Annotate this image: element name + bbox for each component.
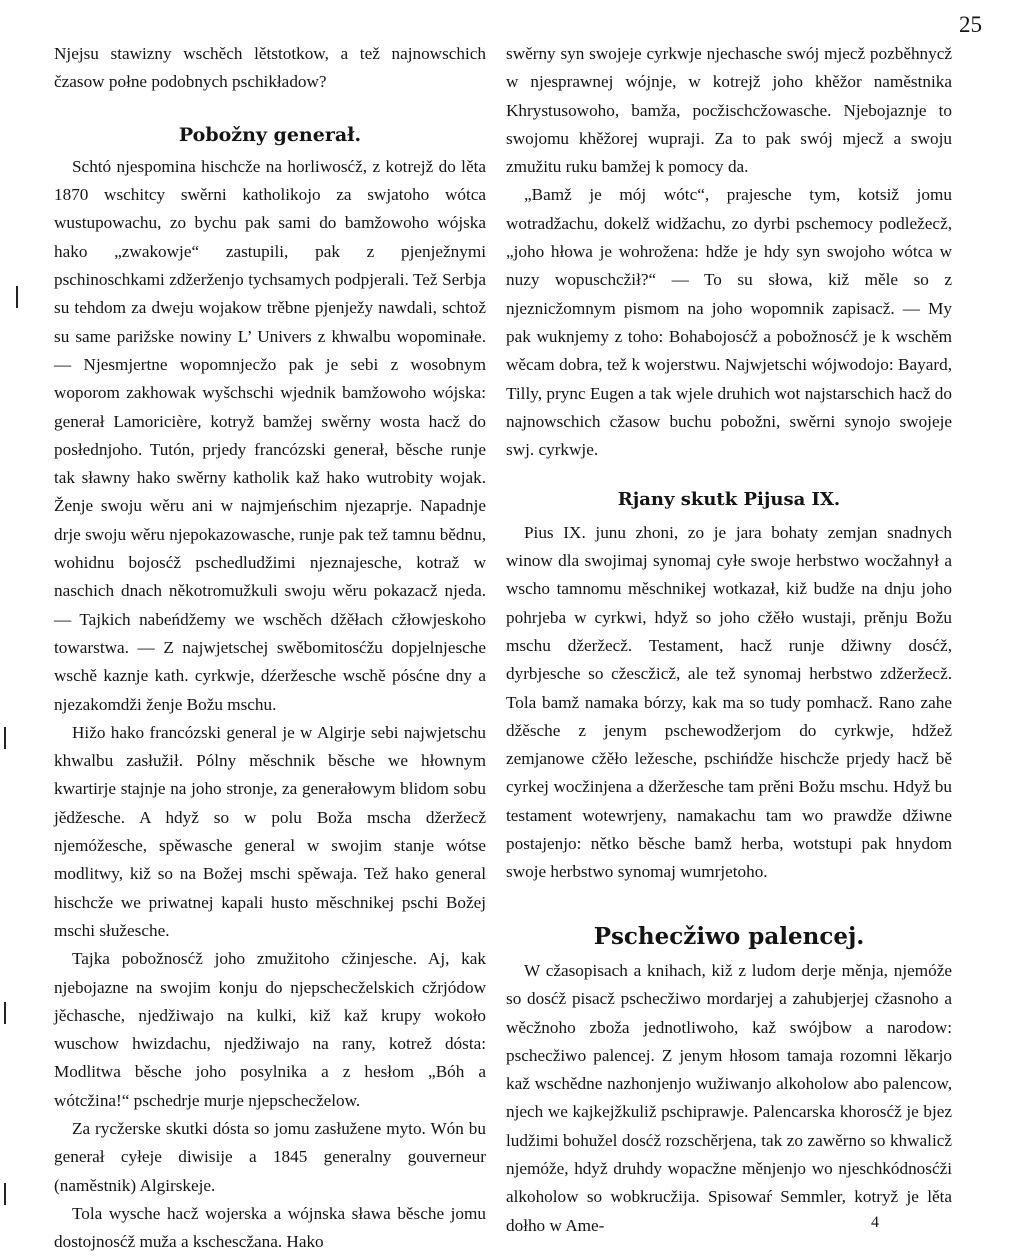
article-paragraph: W cžasopisach a knihach, kiž z ludom derje měnja, njemóže so dosćž pisacž pschecžiwo mordarjej a zahubjerjej cžasnoho a wěcžnoho zboža jednotliwoho, kaž swójbow a narodow: pschecžiwo palencej. Z jenym hłosom tamaja rozomni lěkarjo kaž wschědne nazhonjenjo wužiwanjo alkoholow abo palencow, njech we kajkejžkuliž pschiprawje. Palencarska khorosćž je bjez ludžimi bohužel dosćž rozschěrjena, tak zo zawěrno so khwalicž njemóže, hdyž druhdy wopacžne měnjenjo wo njeschkódnosćži alkoholow so wobkrucžija. Spisowaŕ Semmler, kotryž je lěta dołho w Ame- — [506, 960, 952, 1235]
article-heading-pius-ix: Rjany skutk Pijusa IX. — [617, 489, 841, 511]
margin-mark — [16, 286, 18, 308]
article-heading-pious-general: Pobožny generał. — [178, 123, 362, 146]
article-paragraph: Za rycžerske skutki dósta so jomu zasłužene myto. Wón bu generał cyłeje diwisije a 1845 generalny gouverneur (naměstnik) Algirskeje. — [54, 1118, 486, 1195]
article-heading-against-brandy: Pschecžiwo palencej. — [593, 922, 865, 950]
margin-mark — [4, 1002, 6, 1024]
right-column — [506, 40, 952, 1235]
page-number: 25 — [959, 12, 982, 37]
article-paragraph: Hižo hako francózski general je w Algirje sebi najwjetschu khwalbu zasłužił. Pólny měschnik běsche we hłownym kwartirje stajnje na joho stronje, za generałowym blidom sobu jědžesche. A hdyž so w polu Boža mscha džeržecž njemóžesche, spěwasche general w swojim stanje wótse modlitwy, kiž so na Božej mschi spěwaja. Tež hako general hischcže we priwatnej kapali husto měschnikej pschi Božej mschi słužesche. — [54, 722, 486, 940]
margin-mark — [4, 727, 6, 749]
margin-mark — [4, 1183, 6, 1205]
signature-mark: 4 — [871, 1214, 879, 1231]
article-paragraph: Pius IX. junu zhoni, zo je jara bohaty zemjan snadnych winow dla swojimaj synomaj cyłe swoje herbstwo wocžahnył a wscho tamnomu měschnikej wotkazał, kiž budže na dnju joho pohrjeba w cyrkwi, hdyž so joho cžěło wustaji, prěnju Božu mschu džeržecž. Testament, hacž runje džiwny dosćž, dyrbjesche so cžescžicž, ale tež synomaj herbstwo zdžeržecž. Tola bamž namaka bórzy, kak ma so tudy pomhacž. Rano zahe džěsche z jenym pschewodžerjom do cyrkwje, hdžež zemjanowe cžěło ležesche, pschińdže hischcže prjedy hacž bě cyrkej wocžinjena a džeržesche tam prěni Božu mschu. Hdyž bu testament wotewrjeny, namakachu tam wo prawdže džiwne postajenjo: nětko běsche bamž herba, wotstupi pak hnydom swoje herbstwo synomaj wumrjetoho. — [506, 522, 952, 882]
article-paragraph: Schtó njespomina hischcže na horliwosćž, z kotrejž do lěta 1870 wschitcy swěrni katholikojo za swjatoho wótca wustupowachu, zo bychu pak sami do bamžowoho wójska hako „zwakowje“ zastupili, pak z pjenježnymi pschinoschkami zdžerženjo tychsamych podpjerali. Tež Serbja su tehdom za dweju wojakow trěbne pjenježy nawdali, schtož su same parižske nowiny L’ Univers z khwalbu wopominałe. — Njesmjertne wopomnjecžo pak je sebi z wosobnym woporom zakhowak wyšchschi wjednik bamžowoho wójska: generał Lamoricière, kotryž bamžej swěrny wosta hacž do posłednjoho. Tutón, prjedy francózski generał, běsche runje tak sławny hako swěrny katholik kaž hako wutrobity wojak. Ženje swoju wěru ani w najmjeńschim njezaprje. Napadnje drje swoju wěru njepokazowasche, runje pak tež tamnu bědnu, wohidnu bojosćž pschedludžimi njeznajesche, kotraž w naschich dnach někotromužkuli swoju wěru pokazacž njeda. — Tajkich nabeńdžemy we wschěch džěłach cžłowjeskoho towarstwa. — Z najwjetschej swěbomitosćžu dopjelnjesche wschě kaznje kath. cyrkwje, dźeržesche wschě pósćne dny a njezakomdži ženje Božu mschu. — [54, 156, 486, 714]
article-paragraph: swěrny syn swojeje cyrkwje njechasche swój mjecž pozběhnycž w njesprawnej wójnje, w kotrejž joho khěžor naměstnika Khrystusowoho, bamža, pocžischcžowasche. Njebojaznje to swojomu khěžorej wupraji. Za to pak swój mjecž a swoju zmužitu ruku bamžej k pomocy da. — [506, 44, 952, 177]
article-paragraph: Tajka pobožnosćž joho zmužitoho cžinjesche. Aj, kak njebojazne na swojim konju do njepschecželskich cžrjódow jěchasche, njedžiwajo na kulki, kiž kaž krupy wokoło wuschow hwizdachu, njedžiwajo na rany, kotrež dósta: Modlitwa běsche joho posylnika a z hesłom „Bóh a wótcžina!“ pschedrje murje njepschecželow. — [54, 949, 486, 1110]
article-paragraph: Tola wysche hacž wojerska a wójnska sława běsche jomu dostojnosćž muža a kschescžana. Hako — [54, 1203, 486, 1252]
article-paragraph: „Bamž je mój wótc“, prajesche tym, kotsiž jomu wotradžachu, dokelž widžachu, zo dyrbi pschemocy podležecž, „joho hłowa je wohrožena: hdže je hdy syn swojoho wótca w nuzy wopuschcžił?“ — To su słowa, kiž měle so z njeznicžomnym pismom na joho wopomnik zapisacž. — My pak wuknjemy z toho: Bohabojosćž a pobožnosćž je k wschěm wěcam dobra, tež k wojerstwu. Najwjetschi wójwodojo: Bayard, Tilly, prync Eugen a tak wjele druhich wot najstarschich hacž do najnowschich cžasow buchu pobožni, swěrni synojo swojeje swj. cyrkwje. — [506, 185, 952, 460]
left-column — [54, 40, 486, 1252]
intro-paragraph: Njejsu stawizny wschěch lětstotkow, a tež najnowschich čzasow połne podobnych pschikładow? — [54, 44, 486, 92]
